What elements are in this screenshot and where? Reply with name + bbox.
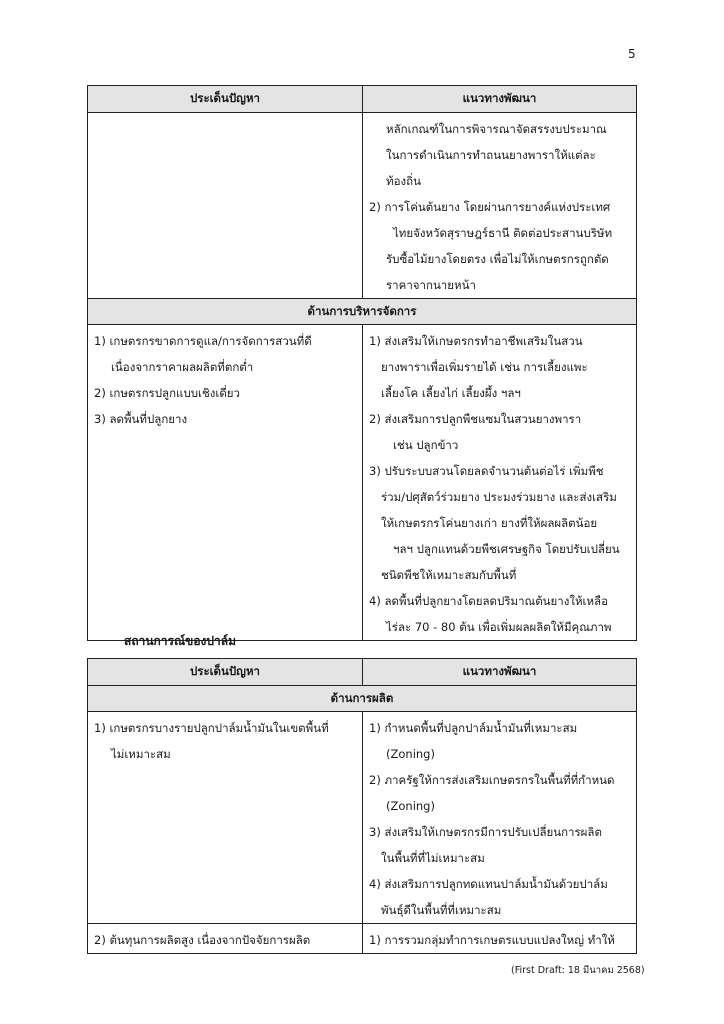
text-line: 4) ลดพื้นที่ปลูกยางโดยลดปริมาณต้นยางให้เหลือ [369,594,609,608]
header-solution: แนวทางพัฒนา [363,86,637,113]
text-line: ไทยจังหวัดสุราษฎร์ธานี ติดต่อประสานบริษัท [393,226,613,240]
text-line: ร่วม/ปศุสัตว์ร่วมยาง ประมงร่วมยาง และส่งเสริม [381,490,617,504]
text-line: (Zoning) [386,799,435,813]
text-line: 1) กำหนดพื้นที่ปลูกปาล์มน้ำมันที่เหมาะสม [369,721,578,735]
header-problem: ประเด็นปัญหา [88,659,363,686]
text-line: ไม่เหมาะสม [111,747,171,761]
text-line: พันธุ์ดีในพื้นที่ที่เหมาะสม [381,903,502,917]
problem-cell [88,325,363,641]
problem-cell [88,924,363,954]
text-line: 4) ส่งเสริมการปลูกทดแทนปาล์มน้ำมันด้วยปาล์ม [369,877,608,891]
text-line: 2) ภาครัฐให้การส่งเสริมเกษตรกรในพื้นที่ที่กำหนด [369,773,615,787]
text-line: หลักเกณฑ์ในการพิจารณาจัดสรรงบประมาณ [386,122,607,136]
solution-cell [363,113,637,299]
problem-cell [88,712,363,924]
section-row [88,299,637,325]
table-row [88,712,637,924]
section-title: ด้านการผลิต [88,686,637,712]
text-line: ไร่ละ 70 - 80 ต้น เพื่อเพิ่มผลผลิตให้มีคุณภาพ [386,620,612,634]
palm-section-caption: สถานการณ์ของปาล์ม [124,634,237,648]
solution-cell [363,712,637,924]
page-number: 5 [628,47,636,61]
text-line: 1) เกษตรกรขาดการดูแล/การจัดการสวนที่ดี [94,334,312,348]
text-line: 1) การรวมกลุ่มทำการเกษตรแบบแปลงใหญ่ ทำให้ [369,933,615,947]
text-line: 2) ต้นทุนการผลิตสูง เนื่องจากปัจจัยการผลิต [94,933,311,947]
header-problem: ประเด็นปัญหา [88,86,363,113]
text-line: ชนิดพืชให้เหมาะสมกับพื้นที่ [381,568,517,582]
text-line: เช่น ปลูกข้าว [393,438,459,452]
text-line: ฯลฯ ปลูกแทนด้วยพืชเศรษฐกิจ โดยปรับเปลี่ยน [393,542,620,556]
section-title: ด้านการบริหารจัดการ [88,299,637,325]
table-row [88,113,637,299]
text-line: 2) การโค่นต้นยาง โดยผ่านการยางค์แห่งประเทศ [369,200,611,214]
problem-cell [88,113,363,299]
rubber-issues-table [87,85,637,641]
text-line: 1) ส่งเสริมให้เกษตรกรทำอาชีพเสริมในสวน [369,334,583,348]
text-line: 1) เกษตรกรบางรายปลูกปาล์มน้ำมันในเขตพื้นที่ [94,721,329,735]
solution-cell [363,325,637,641]
table-header-row [88,659,637,686]
text-line: เลี้ยงโค เลี้ยงไก่ เลี้ยงผึ้ง ฯลฯ [381,386,521,400]
table-row [88,325,637,641]
text-line: ราคาจากนายหน้า [386,278,476,292]
text-line: 3) ลดพื้นที่ปลูกยาง [94,412,188,426]
text-line: ในการดำเนินการทำถนนยางพาราให้แต่ละ [386,148,596,162]
text-line: (Zoning) [386,747,435,761]
text-line: ยางพาราเพื่อเพิ่มรายได้ เช่น การเลี้ยงแพะ [381,360,588,374]
header-solution: แนวทางพัฒนา [363,659,637,686]
solution-cell [363,924,637,954]
text-line: เนื่องจากราคาผลผลิตที่ตกต่ำ [111,360,254,374]
text-line: ในพื้นที่ที่ไม่เหมาะสม [381,851,485,865]
table-row [88,924,637,954]
text-line: ให้เกษตรกรโค่นยางเก่า ยางที่ให้ผลผลิตน้อย [381,516,598,530]
text-line: 2) เกษตรกรปลูกแบบเชิงเดี่ยว [94,386,240,400]
table-header-row [88,86,637,113]
text-line: 2) ส่งเสริมการปลูกพืชแซมในสวนยางพารา [369,412,582,426]
text-line: รับซื้อไม้ยางโดยตรง เพื่อไม่ให้เกษตรกรถูกตัด [386,252,609,266]
text-line: ท้องถิ่น [386,174,421,188]
text-line: 3) ส่งเสริมให้เกษตรกรมีการปรับเปลี่ยนการผลิต [369,825,602,839]
text-line: 3) ปรับระบบสวนโดยลดจำนวนต้นต่อไร่ เพิ่มพืช [369,464,604,478]
draft-footer: (First Draft: 18 มีนาคม 2568) [511,965,645,976]
section-row [88,686,637,712]
palm-issues-table [87,658,637,954]
